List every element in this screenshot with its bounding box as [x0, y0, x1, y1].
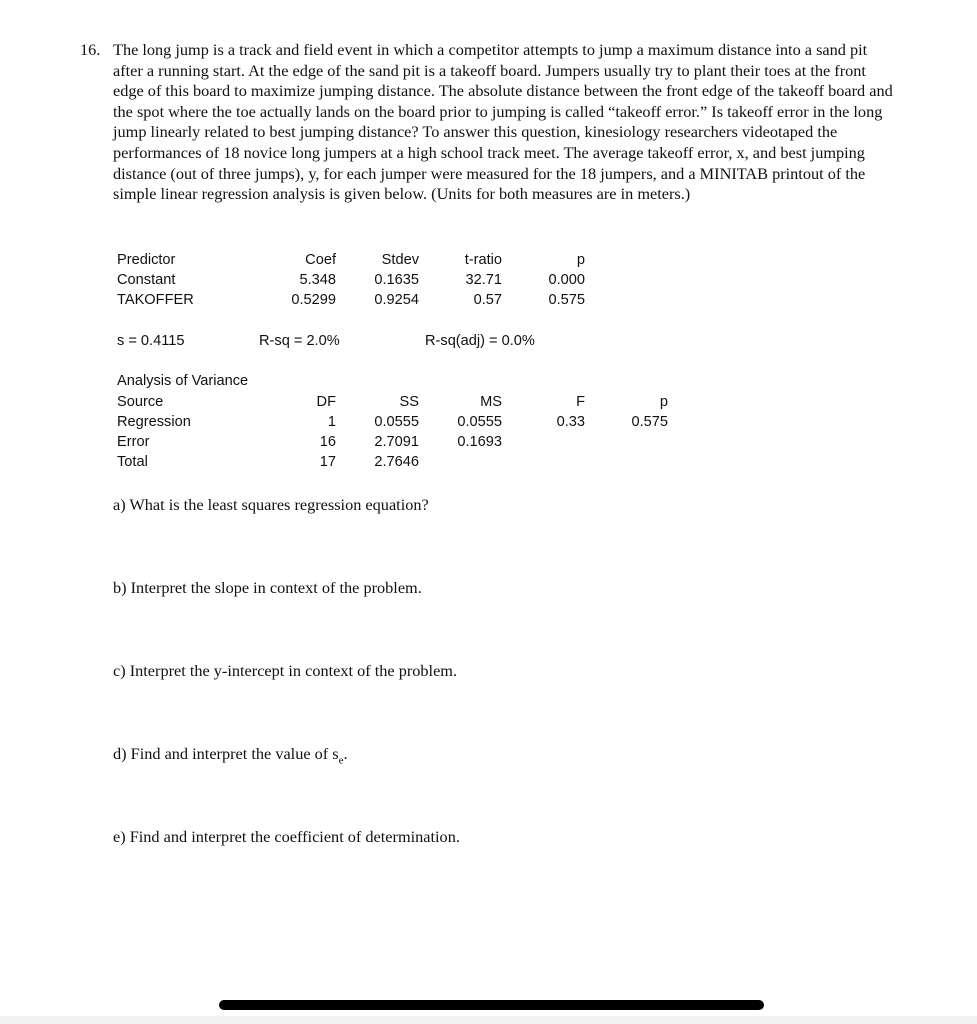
home-indicator-bar[interactable] — [219, 1000, 764, 1010]
question-d-period: . — [343, 744, 348, 763]
anova-header-df: DF — [316, 394, 336, 410]
anova-title: Analysis of Variance — [117, 373, 249, 389]
regression-cell: 5.348 — [299, 272, 336, 288]
anova-header-ss: SS — [399, 394, 419, 410]
regression-cell: 0.5299 — [291, 292, 336, 308]
question-a: a) What is the least squares regression equation? — [113, 495, 429, 514]
anova-cell: 1 — [327, 414, 336, 430]
regression-rsq: R-sq = 2.0% — [259, 333, 340, 349]
anova-cell: 0.1693 — [457, 434, 502, 450]
regression-header-predictor: Predictor — [117, 252, 176, 268]
anova-cell: 17 — [319, 454, 336, 470]
regression-cell: 0.000 — [548, 272, 585, 288]
regression-cell: 0.1635 — [374, 272, 419, 288]
anova-header-f: F — [576, 394, 585, 410]
regression-header-stdev: Stdev — [381, 252, 419, 268]
regression-cell: 0.57 — [473, 292, 502, 308]
regression-header-p: p — [576, 252, 585, 268]
question-b: b) Interpret the slope in context of the problem. — [113, 578, 422, 597]
anova-row-label: Regression — [117, 414, 191, 430]
anova-header-source: Source — [117, 394, 164, 410]
anova-cell: 0.0555 — [374, 414, 419, 430]
regression-header-coef: Coef — [305, 252, 336, 268]
question-c: c) Interpret the y-intercept in context of the problem. — [113, 661, 458, 680]
anova-cell: 16 — [319, 434, 336, 450]
question-d-text: d) Find and interpret the value of s — [113, 744, 339, 763]
regression-cell: 0.575 — [548, 292, 585, 308]
bottom-strip — [0, 1016, 977, 1024]
regression-header-tratio: t-ratio — [464, 252, 502, 268]
anova-row-label: Error — [117, 434, 150, 450]
regression-rsq-adj: R-sq(adj) = 0.0% — [425, 333, 535, 349]
regression-cell: 32.71 — [465, 272, 502, 288]
problem-text: The long jump is a track and field event in which a competitor attempts to jump a maximum distance into a sand pit after a running start. At the edge of the sand pit is a takeoff board. Jumpers usually try to plant their toes at the front edge of this board to maximize jumping distance. The absolute distance between the front edge of the takeoff board and the spot where the toe actually lands on the board prior to jumping is called “takeoff error.” Is takeoff error in the long jump linearly related to best jumping distance? To answer this question, kinesiology researchers videotaped the performances of 18 novice long jumpers at a high school track meet. The average takeoff error, x, and best jumping distance (out of three jumps), y, for each jumper were measured for the 18 jumpers, and a MINITAB printout of the simple linear regression analysis is given below. (Units for both measures are in meters.) — [113, 40, 893, 204]
question-d — [113, 744, 348, 767]
problem-number: 16. — [80, 40, 101, 59]
regression-cell: 0.9254 — [374, 292, 419, 308]
regression-s: s = 0.4115 — [117, 333, 185, 349]
question-d-subscript: e — [338, 754, 344, 767]
anova-header-ms: MS — [480, 394, 502, 410]
question-e: e) Find and interpret the coefficient of determination. — [113, 827, 460, 846]
anova-cell: 0.33 — [556, 414, 585, 430]
regression-row-label: Constant — [117, 272, 176, 288]
anova-cell: 2.7091 — [374, 434, 419, 450]
problem-statement — [80, 40, 900, 205]
anova-row-label: Total — [117, 454, 148, 470]
anova-cell: 2.7646 — [374, 454, 419, 470]
regression-row-label: TAKOFFER — [117, 292, 194, 308]
anova-cell: 0.0555 — [457, 414, 502, 430]
anova-header-p: p — [659, 394, 668, 410]
anova-cell: 0.575 — [631, 414, 668, 430]
